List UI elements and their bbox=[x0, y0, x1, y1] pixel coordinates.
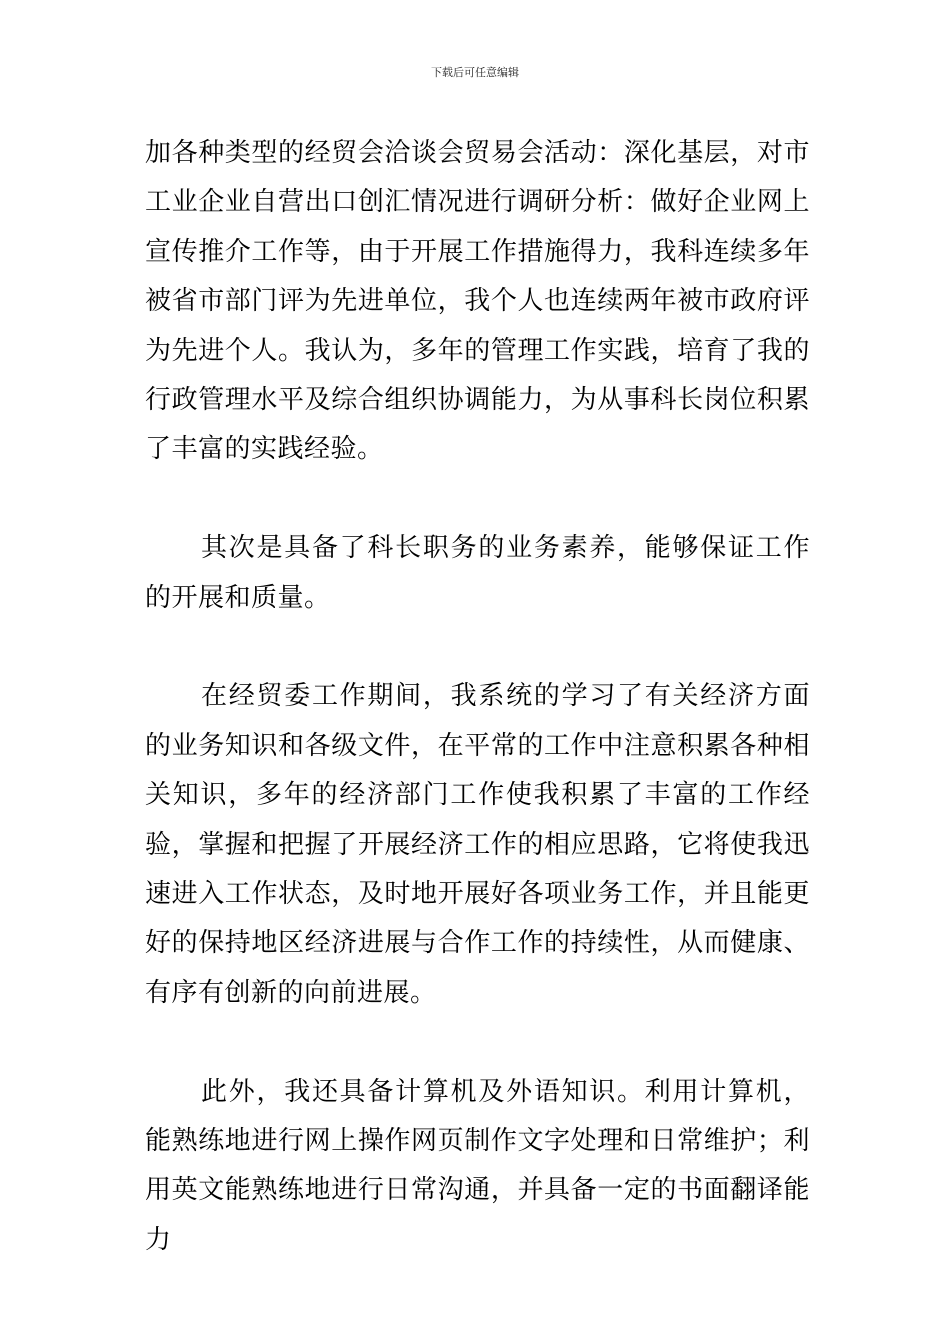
page-header-note: 下载后可任意编辑 bbox=[431, 66, 519, 79]
paragraph-gap bbox=[145, 475, 810, 524]
paragraph-business-qualities: 其次是具备了科长职务的业务素养，能够保证工作的开展和质量。 bbox=[145, 533, 810, 613]
paragraph-gap bbox=[145, 1018, 810, 1067]
paragraph-computer-language-skills: 此外，我还具备计算机及外语知识。利用计算机，能熟练地进行网上操作网页制作文字处理和日常维护；利用英文能熟练地进行日常沟通，并具备一定的书面翻译能力 bbox=[145, 1076, 810, 1255]
paragraph-continued: 加各种类型的经贸会洽谈会贸易会活动：深化基层，对市工业企业自营出口创汇情况进行调研分析：做好企业网上宣传推介工作等，由于开展工作措施得力，我科连续多年被省市部门评为先进单位，我个人也连续两年被市政府评为先进个人。我认为，多年的管理工作实践，培育了我的行政管理水平及综合组织协调能力，为从事科长岗位积累了丰富的实践经验。 bbox=[145, 138, 810, 465]
paragraph-work-experience: 在经贸委工作期间，我系统的学习了有关经济方面的业务知识和各级文件，在平常的工作中注意积累各种相关知识，多年的经济部门工作使我积累了丰富的工作经验，掌握和把握了开展经济工作的相应思路，它将使我迅速进入工作状态，及时地开展好各项业务工作，并且能更好的保持地区经济进展与合作工作的持续性，从而健康、有序有创新的向前进展。 bbox=[145, 681, 810, 1008]
document-body bbox=[145, 129, 810, 1265]
paragraph-gap bbox=[145, 623, 810, 672]
